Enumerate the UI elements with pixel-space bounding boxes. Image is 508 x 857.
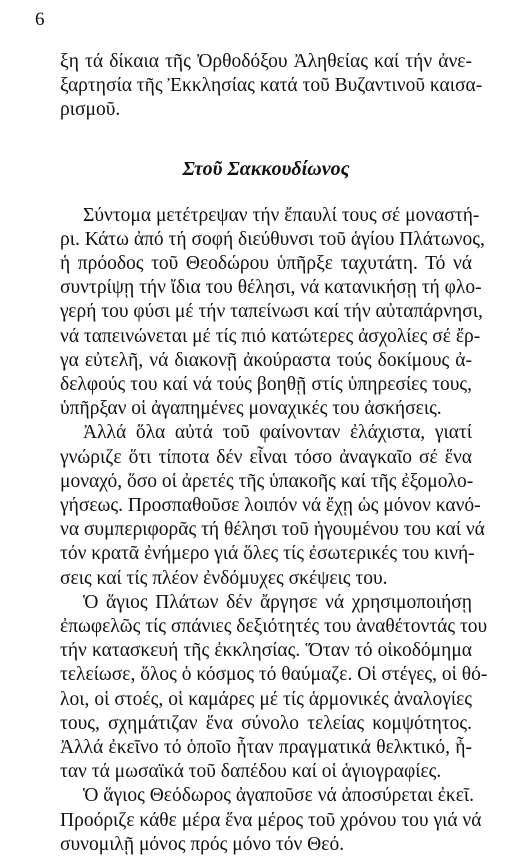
text-line: λοι, οἱ στοές, οἱ καμάρες μέ τίς ἁρμονικές ἀναλογίες (60, 688, 472, 710)
text-line: γνώριζε ὅτι τίποτα δέν εἶναι τόσο ἀναγκαῖο σέ ἕνα (60, 446, 472, 468)
text-line: ξαρτησία τῆς Ἐκκλησίας κατά τοῦ Βυζαντινοῦ καισα- (60, 75, 483, 97)
text-line: Σύντομα μετέτρεψαν τήν ἔπαυλί τους σέ μοναστή- (83, 204, 480, 226)
text-line: ξη τά δίκαια τῆς Ὀρθοδόξου Ἀληθείας καί τήν ἀνε- (60, 51, 472, 72)
text-line: γήσεως. Προσπαθοῦσε λοιπόν νά ἔχῃ ὡς μόνον κανό- (60, 495, 481, 517)
text-line: νά ταπεινώνεται μέ τίς πιό κατώτερες ἀσχολίες σέ ἔρ- (60, 325, 481, 347)
text-line: Ὁ ἅγιος Πλάτων δέν ἄργησε νά χρησιμοποιήσῃ (83, 591, 472, 613)
text-line: τόν κρατᾶ ἐνήμερο γιά ὅλες τίς ἐσωτερικές του κινή- (60, 543, 475, 565)
paragraph (60, 784, 482, 857)
text-line: τελείωσε, ὅλος ὁ κόσμος τό θαύμαζε. Οἱ στέγες, οἱ θό- (60, 664, 488, 686)
intro-paragraph (60, 50, 483, 123)
text-line: ἡ πρόοδος τοῦ Θεοδώρου ὑπῆρξε ταχυτάτη. Τό νά (60, 253, 472, 275)
paragraph (60, 421, 485, 590)
page-body (60, 50, 488, 857)
text-line: Ἀλλά ἐκεῖνο τό ὁποῖο ἦταν πραγματικά θελκτικό, ἦ- (60, 737, 472, 759)
text-line: τους, σχημάτιζαν ἕνα σύνολο τελείας κομψότητος. (60, 712, 472, 734)
text-line: Προόριζε κάθε μέρα ἕνα μέρος τοῦ χρόνου του γιά νά (60, 809, 482, 831)
text-line: γερή του φύσι μέ τήν ταπείνωσι καί τήν αὐταπάρνησι, (60, 301, 483, 323)
paragraph (60, 204, 485, 422)
text-line: γα εὐτελῆ, νά διακονῇ ἀκούραστα τούς δοκίμους ἀ- (60, 349, 472, 371)
text-line: ἐπωφελῶς τίς σπάνιες δεξιότητές του ἀναθέτοντάς του (60, 616, 488, 638)
text-line: σεις καί τίς πλέον ἐνδόμυχες σκέψεις του. (60, 567, 388, 589)
text-line: ὑπῆρξαν οἱ ἀγαπημένες μοναχικές του ἀσκήσεις. (60, 398, 442, 420)
text-line: να συμπεριφορᾶς τή θέλησι τοῦ ἡγουμένου του καί νά (60, 519, 485, 541)
text-line: ρισμοῦ. (60, 99, 121, 121)
text-line: μοναχό, ὅσο οἱ ἀρετές τῆς ὑπακοῆς καί τῆς ἐξομολο- (60, 470, 474, 492)
text-line: συνομιλῇ μόνος πρός μόνο τόν Θεό. (60, 833, 345, 855)
section-title: Στοῦ Σακκουδίωνος (182, 157, 350, 180)
text-line: Ὁ ἅγιος Θεόδωρος ἀγαποῦσε νά ἀποσύρεται ἐκεῖ. (83, 785, 475, 807)
text-line: τήν κατασκευή τῆς ἐκκλησίας. Ὅταν τό οἰκοδόμημα (60, 640, 472, 662)
text-line: δελφούς του καί νά τούς βοηθῇ στίς ὑπηρεσίες τους, (60, 374, 472, 396)
text-line: ταν τά μωσαϊκά τοῦ δαπέδου καί οἱ ἁγιογραφίες. (60, 761, 442, 783)
text-line: Ἀλλά ὅλα αὐτά τοῦ φαίνονταν ἐλάχιστα, γιατί (83, 422, 472, 444)
paragraph (60, 591, 488, 785)
text-line: συντρίψῃ τήν ἴδια του θέλησι, νά κατανικήσῃ τή φλο- (60, 277, 482, 299)
text-line: ρι. Κάτω ἀπό τή σοφή διεύθυνσι τοῦ ἁγίου Πλάτωνος, (60, 228, 485, 250)
page-number: 6 (35, 9, 45, 30)
